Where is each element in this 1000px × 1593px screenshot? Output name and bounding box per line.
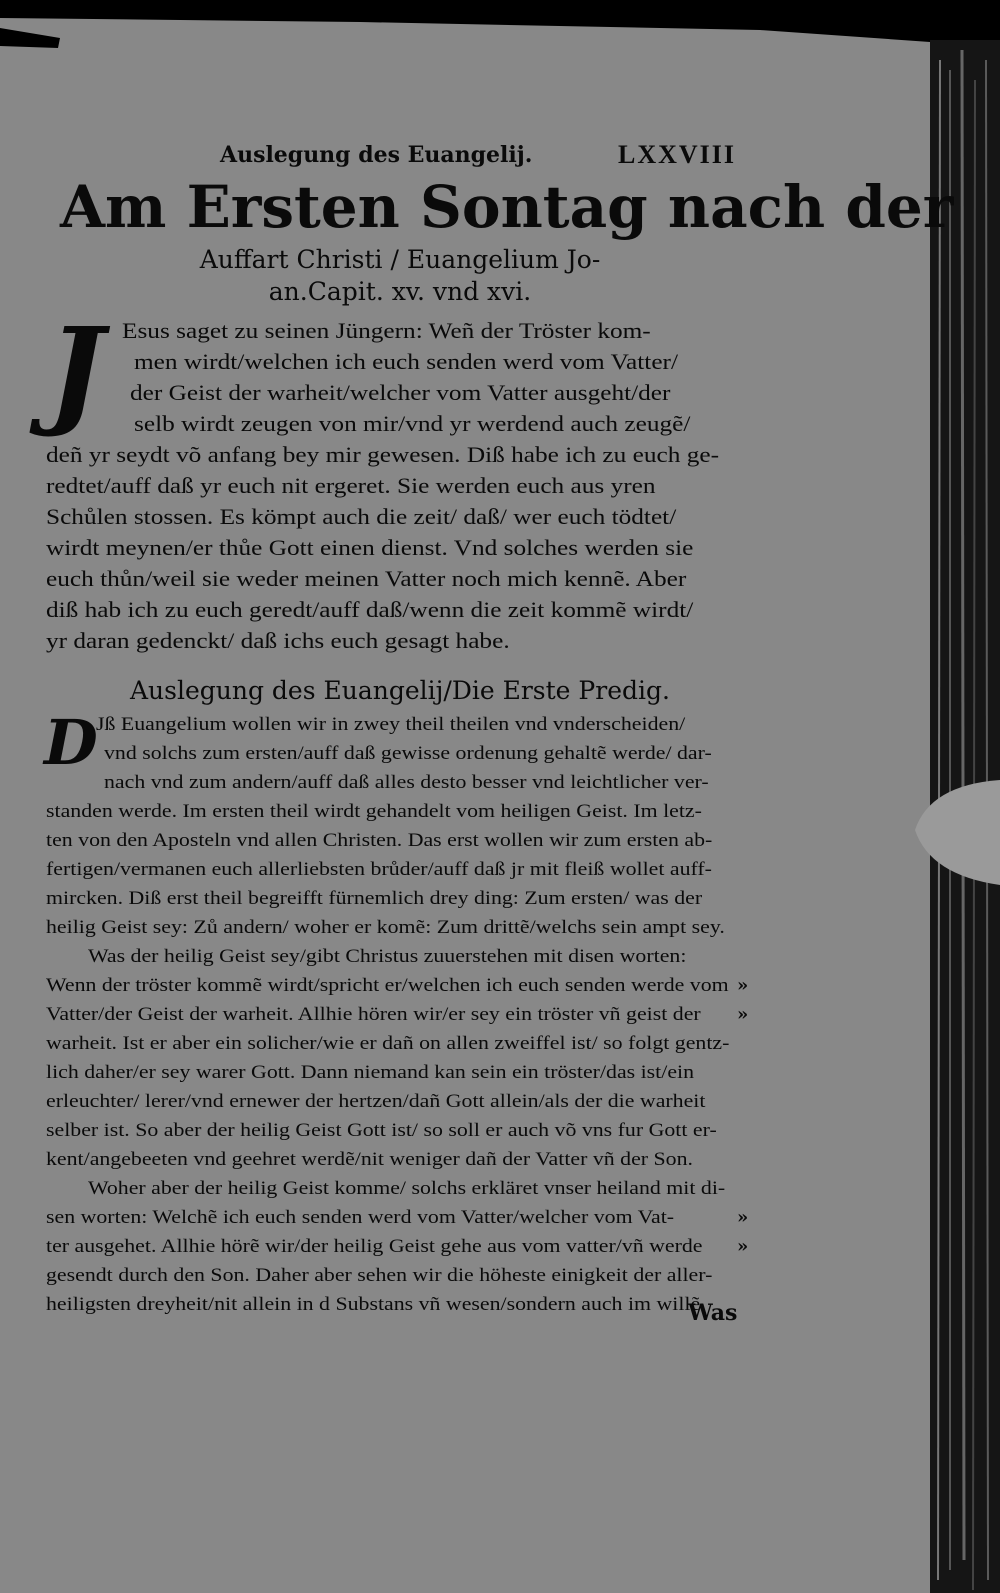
section-heading: Auslegung des Euangelij/Die Erste Predig.: [130, 676, 670, 705]
sermon-line: vnd solchs zum ersten/auff daß gewisse ordenung gehaltẽ werde/ dar-: [104, 743, 712, 764]
margin-quote-mark: »: [737, 975, 749, 996]
sermon-line: Wenn der tröster kommẽ wirdt/spricht er/welchen ich euch senden werde vom: [46, 975, 729, 996]
sermon-line: Vatter/der Geist der warheit. Allhie hören wir/er sey ein tröster vñ geist der: [46, 1004, 701, 1025]
decorated-initial: D: [44, 706, 98, 779]
sermon-line: Was der heilig Geist sey/gibt Christus zuuerstehen mit disen worten:: [88, 946, 687, 967]
sermon-line: ter ausgehet. Allhie hörẽ wir/der heilig Geist gehe aus vom vatter/vñ werde: [46, 1236, 703, 1257]
sermon-line: heilig Geist sey: Zů andern/ woher er komẽ: Zum drittẽ/welchs sein ampt sey.: [46, 917, 725, 938]
sermon-line: warheit. Ist er aber ein solicher/wie er dañ on allen zweiffel ist/ so folgt gentz-: [46, 1033, 730, 1054]
margin-quote-mark: »: [737, 1004, 749, 1025]
folio-number: LXXVIII: [618, 140, 737, 169]
sermon-line: kent/angebeeten vnd geehret werdẽ/nit weniger dañ der Vatter vñ der Son.: [46, 1149, 693, 1170]
gospel-line: men wirdt/welchen ich euch senden werd vom Vatter/: [134, 349, 679, 374]
sermon-line: Jß Euangelium wollen wir in zwey theil theilen vnd vnderscheiden/: [96, 714, 686, 735]
margin-quote-mark: »: [737, 1207, 749, 1228]
gospel-line: redtet/auff daß yr euch nit ergeret. Sie werden euch aus yren: [46, 473, 656, 498]
chapter-title: Am Ersten Sontag nach der: [60, 173, 954, 241]
sermon-line: Woher aber der heilig Geist komme/ solchs erkläret vnser heiland mit di-: [88, 1178, 726, 1199]
sermon-line: nach vnd zum andern/auff daß alles desto besser vnd leichtlicher ver-: [104, 772, 709, 793]
sermon-line: heiligsten dreyheit/nit allein in d Substans vñ wesen/sondern auch im willẽ.: [46, 1294, 706, 1315]
sermon-line: gesendt durch den Son. Daher aber sehen wir die höheste einigkeit der aller-: [46, 1265, 713, 1286]
sermon-line: standen werde. Im ersten theil wirdt gehandelt vom heiligen Geist. Im letz-: [46, 801, 702, 822]
subtitle-line: Auffart Christi / Euangelium Jo-: [199, 245, 601, 274]
sermon-line: ten von den Aposteln vnd allen Christen. Das erst wollen wir zum ersten ab-: [46, 830, 713, 851]
gospel-line: diß hab ich zu euch geredt/auff daß/wenn die zeit kommẽ wirdt/: [46, 597, 694, 622]
sermon-line: fertigen/vermanen euch allerliebsten brůder/auff daß jr mit fleiß wollet auff-: [46, 859, 712, 880]
sermon-line: mircken. Diß erst theil begreifft fürnemlich drey ding: Zum ersten/ was der: [46, 888, 703, 909]
sermon-line: selber ist. So aber der heilig Geist Gott ist/ so soll er auch võ vns fur Gott er-: [46, 1120, 717, 1141]
gospel-line: deñ yr seydt võ anfang bey mir gewesen. Diß habe ich zu euch ge-: [46, 442, 720, 467]
sermon-line: erleuchter/ lerer/vnd ernewer der hertzen/dañ Gott allein/als der die warheit: [46, 1091, 706, 1112]
gospel-line: euch thůn/weil sie weder meinen Vatter noch mich kennẽ. Aber: [46, 566, 687, 591]
subtitle-line: an.Capit. xv. vnd xvi.: [268, 277, 532, 306]
sermon-line: sen worten: Welchẽ ich euch senden werd vom Vatter/welcher vom Vat-: [46, 1207, 675, 1228]
gospel-line: yr daran gedenckt/ daß ichs euch gesagt habe.: [46, 628, 510, 653]
catchword: Was: [688, 1300, 738, 1326]
gospel-line: selb wirdt zeugen von mir/vnd yr werdend auch zeugẽ/: [134, 411, 691, 436]
gospel-line: Schůlen stossen. Es kömpt auch die zeit/ daß/ wer euch tödtet/: [46, 504, 677, 529]
decorated-initial: J: [48, 301, 104, 440]
margin-quote-mark: »: [737, 1236, 749, 1257]
sermon-line: lich daher/er sey warer Gott. Dann niemand kan sein ein tröster/das ist/ein: [46, 1062, 695, 1083]
running-head: Auslegung des Euangelij.: [220, 142, 533, 168]
gospel-line: der Geist der warheit/welcher vom Vatter ausgeht/der: [130, 380, 671, 405]
gospel-line: wirdt meynen/er thůe Gott einen dienst. Vnd solches werden sie: [46, 535, 694, 560]
gospel-line: Esus saget zu seinen Jüngern: Weñ der Tröster kom-: [122, 318, 651, 343]
